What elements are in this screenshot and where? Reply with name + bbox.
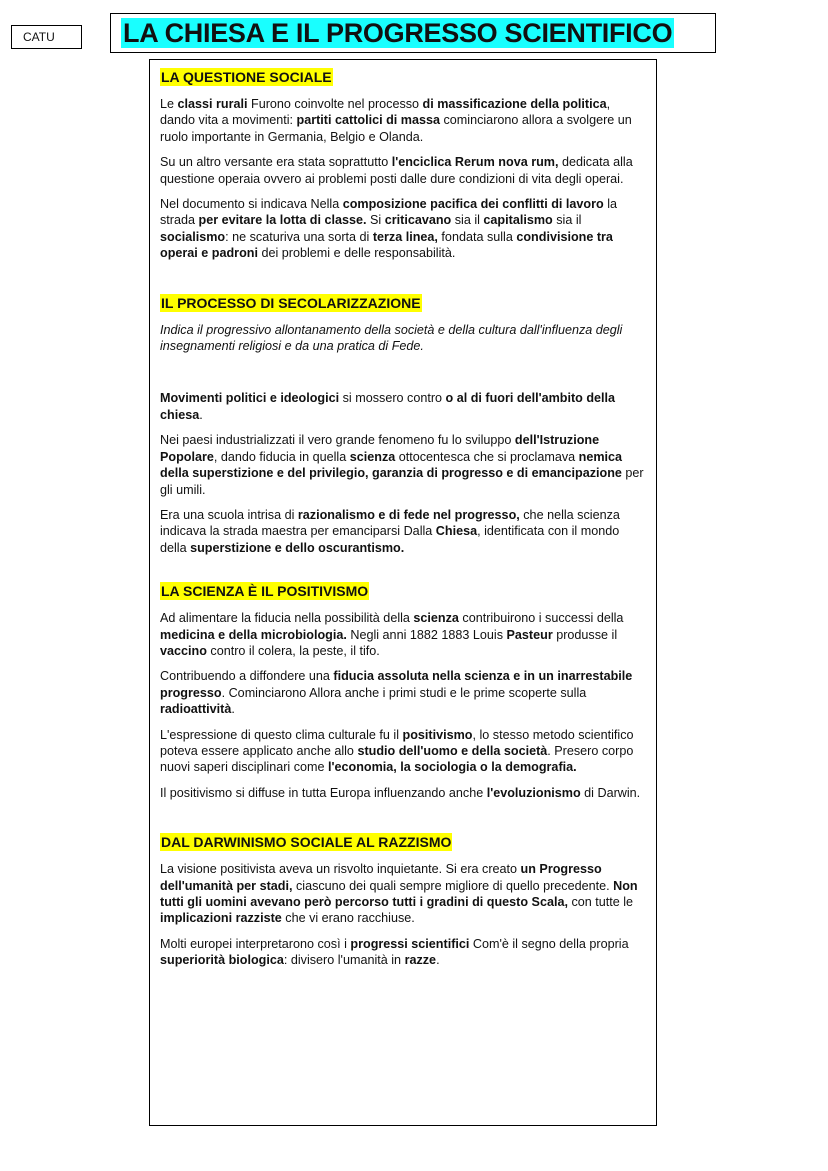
text-run: produsse il <box>552 627 618 642</box>
bold-text: l'evoluzionismo <box>486 785 581 800</box>
paragraph <box>160 785 644 801</box>
paragraph <box>160 96 644 145</box>
paragraph <box>160 727 644 776</box>
bold-text: composizione pacifica dei conflitti di lavoro <box>342 197 604 212</box>
text-run: di Darwin. <box>580 785 641 800</box>
bold-text: criticavano <box>384 213 452 228</box>
bold-text: superiorità biologica <box>160 953 284 968</box>
section-body <box>160 610 644 801</box>
text-run: Nei paesi industrializzati il vero grande fenomeno fu lo sviluppo <box>160 433 515 448</box>
author-tag: CATU <box>23 30 55 44</box>
text-run: sia il <box>552 213 582 228</box>
text-run: , dando fiducia in quella <box>213 449 350 464</box>
text-run: Il positivismo si diffuse in tutta Europa influenzando anche <box>160 785 487 800</box>
section-secolarizzazione <box>160 294 644 556</box>
paragraph <box>160 507 644 556</box>
bold-text: socialismo <box>160 229 226 244</box>
text-run: Le <box>160 97 178 111</box>
text-run: Molti europei interpretarono così i <box>160 936 351 951</box>
paragraph <box>160 610 644 659</box>
bold-text: medicina e della microbiologia. <box>160 627 347 642</box>
text-run: fondata sulla <box>437 229 517 244</box>
page-title: LA CHIESA E IL PROGRESSO SCIENTIFICO <box>123 18 673 48</box>
section-body <box>160 861 644 968</box>
text-run: dedicata alla questione operaia ovvero ai problemi posti dalle dure condizioni di vita degli operai. <box>160 155 633 186</box>
author-tag-box <box>11 25 82 49</box>
text-run: : ne scaturiva una sorta di <box>225 229 373 244</box>
section-questione-sociale <box>160 68 644 262</box>
bold-text: Non tutti gli uomini avevano però percorso tutti i gradini di questo Scala, <box>160 878 638 909</box>
text-run: Nel documento si indicava Nella <box>160 197 343 212</box>
paragraph <box>160 861 644 927</box>
text-run: L'espressione di questo clima culturale fu il <box>160 727 403 742</box>
text-run: , dando vita a movimenti: <box>160 97 611 128</box>
bold-text: Pasteur <box>506 627 553 642</box>
paragraph <box>160 322 644 355</box>
text-run: Su un altro versante era stata soprattutto <box>160 155 392 170</box>
bold-text: partiti cattolici di massa <box>296 113 440 128</box>
paragraph <box>160 668 644 717</box>
text-run: Furono coinvolte nel processo <box>247 97 423 111</box>
bold-text: per evitare la lotta di classe. <box>198 213 367 228</box>
text-run: . <box>199 407 203 422</box>
paragraph <box>160 196 644 262</box>
section-body <box>160 96 644 262</box>
text-run: che nella scienza indicava la strada maestra per emanciparsi Dalla <box>160 507 620 539</box>
text-run: sia il <box>451 213 484 228</box>
bold-text: razionalismo e di fede nel progresso, <box>297 507 520 522</box>
section-heading: IL PROCESSO DI SECOLARIZZAZIONE <box>161 294 421 311</box>
bold-text: dell'Istruzione Popolare <box>160 433 600 464</box>
bold-text: Movimenti politici e ideologici <box>160 391 340 406</box>
text-run: per gli umili. <box>160 466 644 497</box>
text-run: La visione positivista aveva un risvolto inquietante. Si era creato <box>160 862 521 877</box>
text-run: contro il colera, la peste, il tifo. <box>206 643 380 658</box>
text-run: Indica il progressivo allontanamento della società e della cultura dall'influenza degli insegnamenti religiosi e da una pratica di Fede. <box>160 322 623 354</box>
section-scienza-positivismo <box>160 582 644 801</box>
bold-text: capitalismo <box>483 213 553 228</box>
section-heading: LA SCIENZA È IL POSITIVISMO <box>161 583 369 600</box>
text-run: Negli anni 1882 1883 Louis <box>346 627 507 642</box>
bold-text: l'economia, la sociologia o la demografia. <box>328 760 577 775</box>
text-run: contribuirono i successi della <box>458 611 624 626</box>
content-frame <box>149 59 657 1126</box>
bold-text: radioattività <box>160 702 232 717</box>
bold-text: scienza <box>349 449 396 464</box>
section-darwinismo-razzismo <box>160 833 644 968</box>
bold-text: fiducia assoluta nella scienza e in un inarrestabile progresso <box>160 669 633 700</box>
bold-text: classi rurali <box>177 97 248 111</box>
bold-text: un Progresso dell'umanità per stadi, <box>160 862 602 893</box>
text-run: . <box>231 702 235 717</box>
text-run: ciascuno dei quali sempre migliore di quello precedente. <box>292 878 614 893</box>
text-run: . Cominciarono Allora anche i primi studi e le prime scoperte sulla <box>221 685 587 700</box>
bold-text: l'enciclica Rerum nova rum, <box>391 155 559 170</box>
bold-text: studio dell'uomo e della società <box>357 743 548 758</box>
text-run: . Presero corpo nuovi saperi disciplinari come <box>160 743 634 775</box>
text-run: cominciarono allora a svolgere un ruolo importante in Germania, Belgio e Olanda. <box>160 113 632 144</box>
title-box <box>110 13 716 53</box>
text-run: Ad alimentare la fiducia nella possibilità della <box>160 611 414 626</box>
bold-text: o al di fuori dell'ambito della chiesa <box>160 391 616 422</box>
bold-text: condivisione tra operai e padroni <box>160 229 613 261</box>
bold-text: implicazioni razziste <box>160 911 282 926</box>
bold-text: positivismo <box>402 727 473 742</box>
bold-text: Chiesa <box>435 524 478 539</box>
bold-text: progressi scientifici <box>350 936 470 951</box>
text-run: ottocentesca che si proclamava <box>395 449 579 464</box>
text-run: che vi erano racchiuse. <box>281 911 415 926</box>
bold-text: scienza <box>413 611 459 626</box>
paragraph <box>160 390 644 423</box>
bold-text: terza linea, <box>372 229 438 244</box>
paragraph <box>160 154 644 187</box>
text-run: Contribuendo a diffondere una <box>160 669 334 684</box>
text-run: dei problemi e delle responsabilità. <box>257 246 456 261</box>
text-run: . <box>436 953 440 968</box>
bold-text: razze <box>404 953 437 968</box>
paragraph <box>160 936 644 969</box>
text-run: Era una scuola intrisa di <box>160 507 298 522</box>
text-run: : divisero l'umanità in <box>283 953 405 968</box>
bold-text: di massificazione della politica <box>422 97 607 111</box>
text-run: con tutte le <box>567 895 634 909</box>
section-heading: LA QUESTIONE SOCIALE <box>161 69 332 85</box>
paragraph <box>160 432 644 498</box>
text-run: la strada <box>160 197 618 228</box>
section-heading: DAL DARWINISMO SOCIALE AL RAZZISMO <box>161 834 452 851</box>
bold-text: vaccino <box>160 643 207 658</box>
bold-text: superstizione e dello oscurantismo. <box>190 540 405 555</box>
bold-text: nemica della superstizione e del privilegio, garanzia di progresso e di emancipazione <box>160 449 623 481</box>
text-run: si mossero contro <box>339 391 446 406</box>
text-run: , lo stesso metodo scientifico poteva essere applicato anche allo <box>160 727 634 758</box>
text-run: Si <box>366 213 385 228</box>
text-run: , identificata con il mondo della <box>160 524 620 555</box>
section-body <box>160 322 644 556</box>
text-run: Com'è il segno della propria <box>469 936 629 951</box>
